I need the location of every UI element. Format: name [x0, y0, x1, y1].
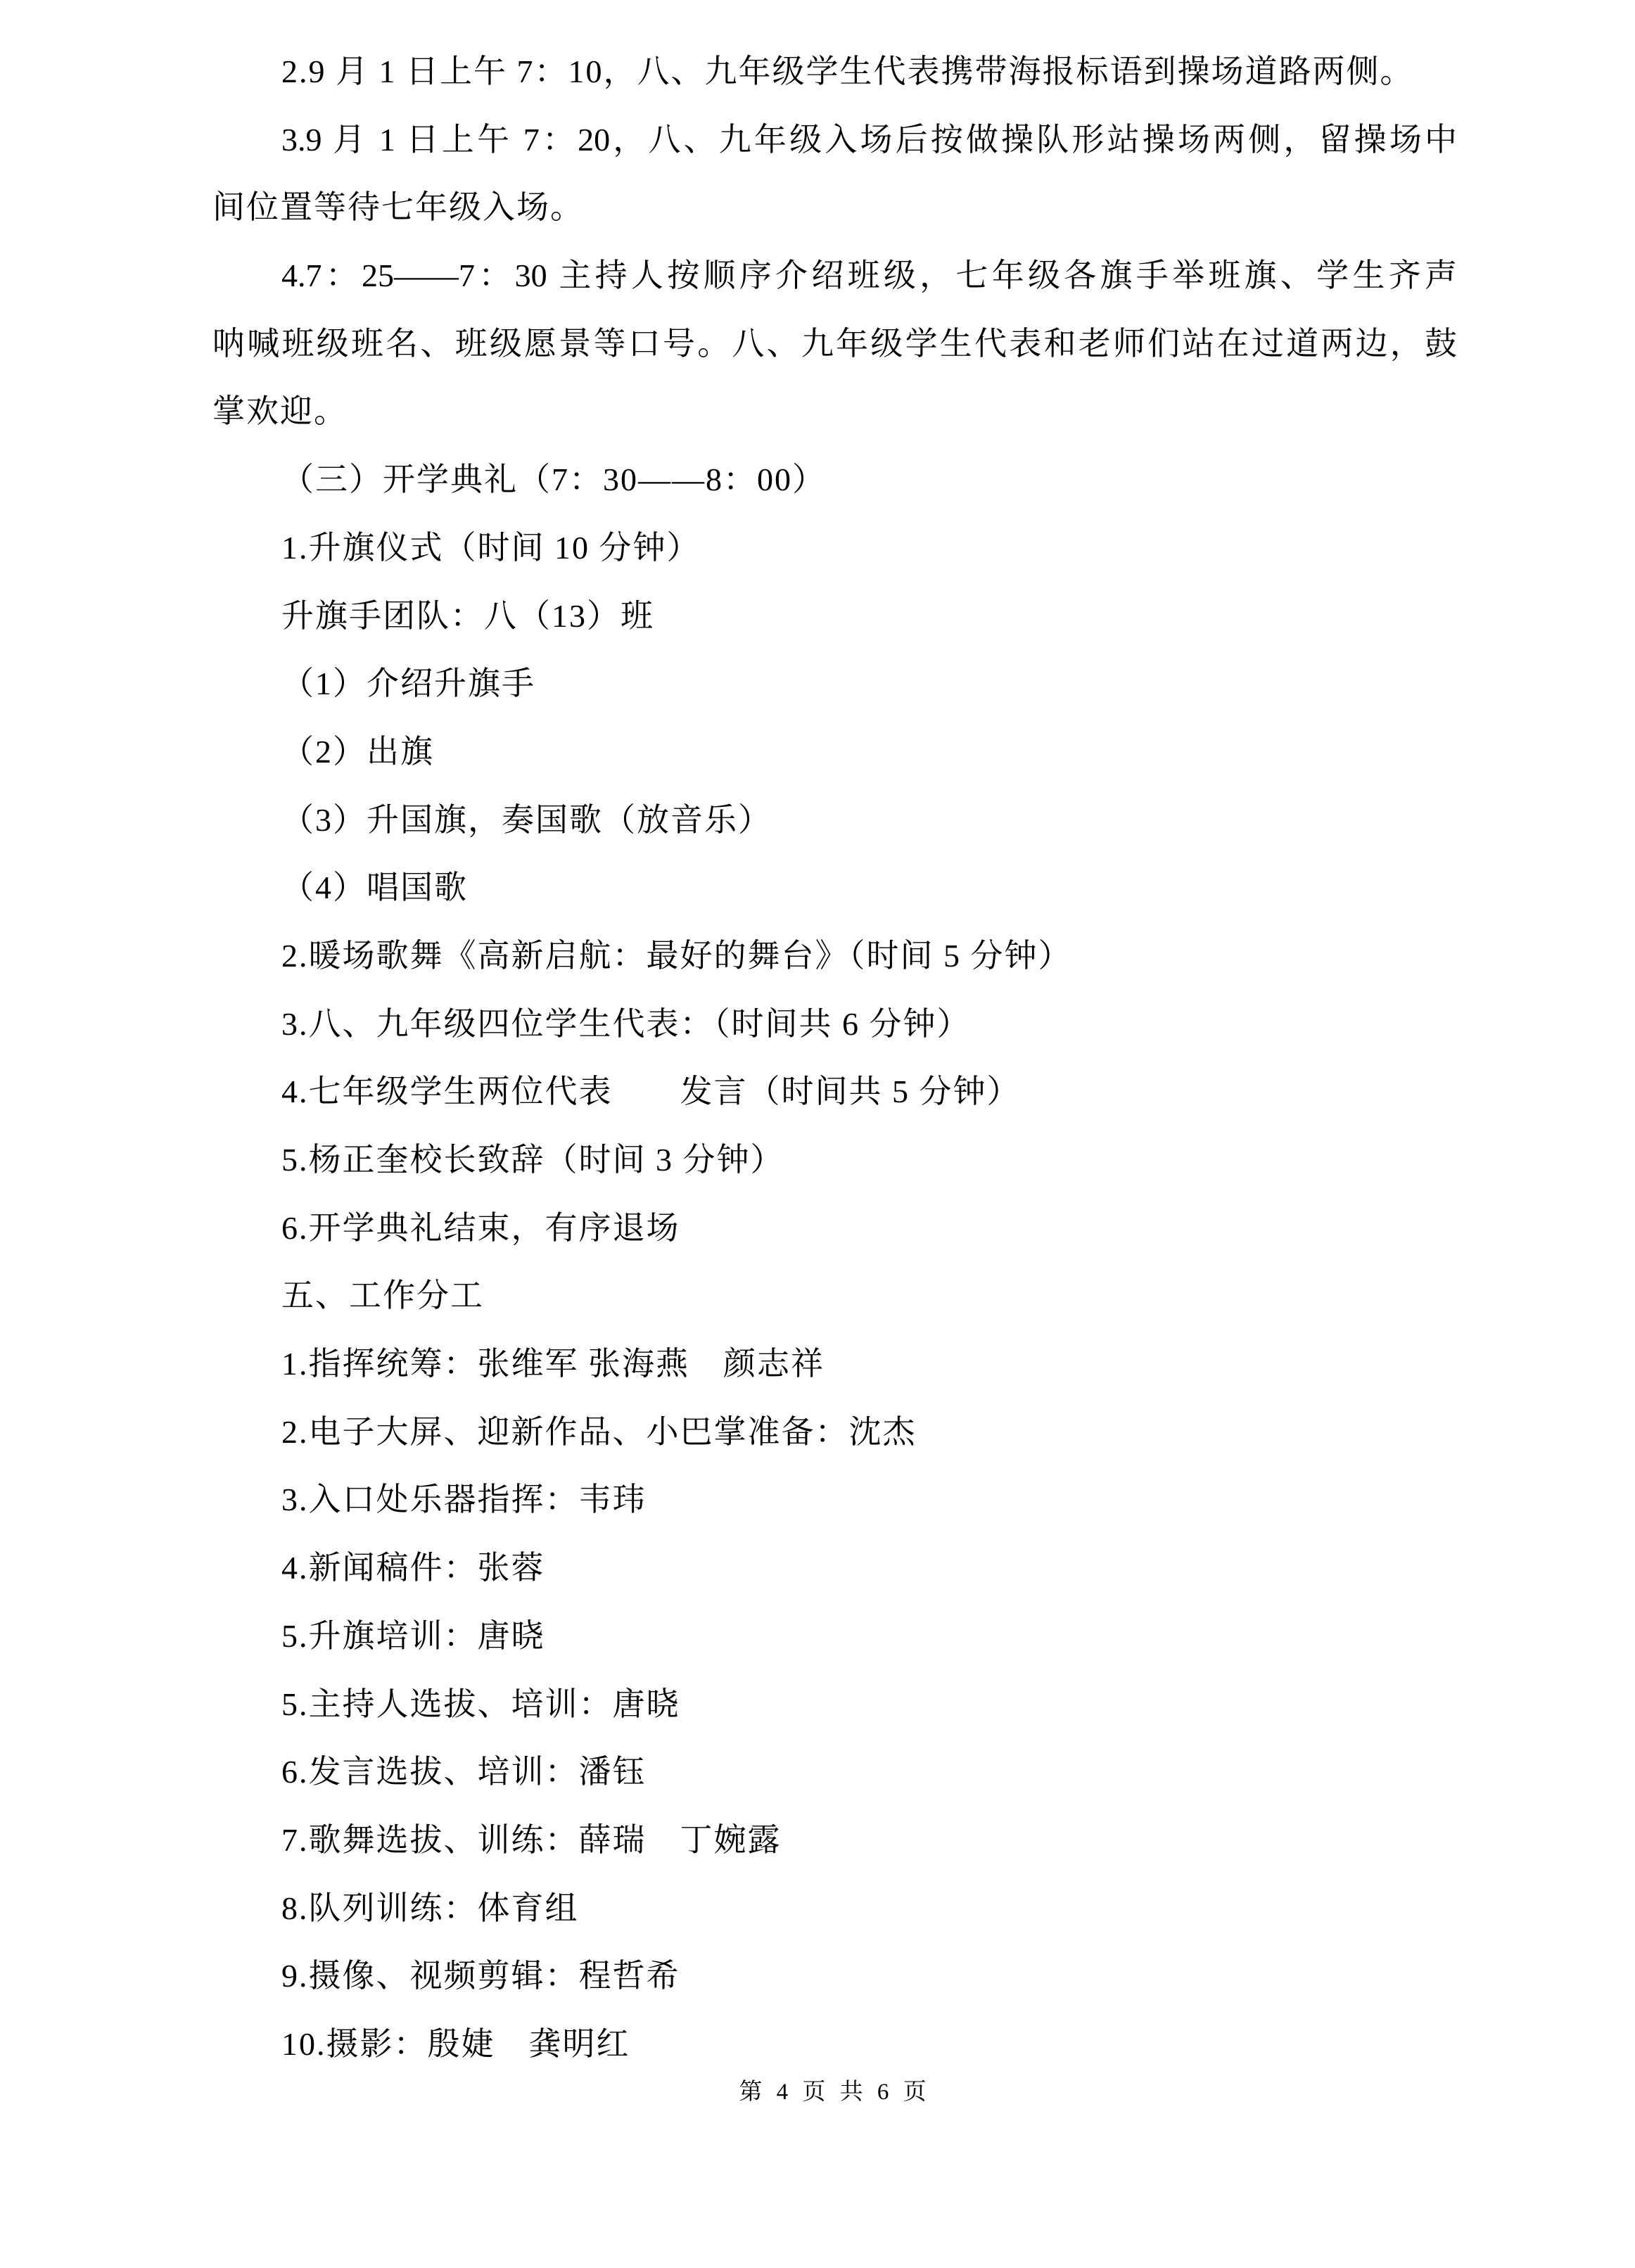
division-item: 4.新闻稿件：张蓉 — [281, 1550, 545, 1586]
division-item: 2.电子大屏、迎新作品、小巴掌准备：沈杰 — [281, 1413, 917, 1450]
ceremony-item: （1）介绍升旗手 — [281, 665, 535, 702]
ceremony-item: 3.八、九年级四位学生代表：（时间共 6 分钟） — [281, 1005, 971, 1042]
arrival-step-line: 掌欢迎。 — [212, 393, 348, 430]
ceremony-item: （4）唱国歌 — [281, 869, 468, 906]
page-footer: 第 4 页 共 6 页 — [739, 2079, 931, 2105]
arrival-step-line: 4.7：25——7：30 主持人按顺序介绍班级，七年级各旗手举班旗、学生齐声 — [281, 257, 1457, 294]
division-item: 6.发言选拔、培训：潘钰 — [281, 1754, 647, 1790]
ceremony-item: 6.开学典礼结束，有序退场 — [281, 1209, 680, 1246]
ceremony-item: 4.七年级学生两位代表 发言（时间共 5 分钟） — [281, 1074, 1021, 1110]
division-item: 3.入口处乐器指挥：韦玮 — [281, 1482, 647, 1518]
ceremony-item: （2）出旗 — [281, 733, 434, 770]
arrival-step-line: 2.9 月 1 日上午 7：10，八、九年级学生代表携带海报标语到操场道路两侧。 — [281, 53, 1414, 89]
division-item: 1.指挥统筹：张维军 张海燕 颜志祥 — [281, 1346, 825, 1382]
division-item: 5.主持人选拔、培训：唐晓 — [281, 1686, 680, 1722]
ceremony-heading: （三）开学典礼（7：30——8：00） — [281, 461, 826, 498]
ceremony-item: 2.暖场歌舞《高新启航：最好的舞台》（时间 5 分钟） — [281, 937, 1072, 974]
ceremony-item: 1.升旗仪式（时间 10 分钟） — [281, 529, 701, 566]
ceremony-item: （3）升国旗，奏国歌（放音乐） — [281, 801, 772, 838]
division-item: 7.歌舞选拔、训练：薛瑞 丁婉露 — [281, 1821, 782, 1858]
division-item: 5.升旗培训：唐晓 — [281, 1617, 545, 1654]
division-item: 10.摄影：殷婕 龚明红 — [281, 2025, 630, 2062]
arrival-step-line: 3.9 月 1 日上午 7：20，八、九年级入场后按做操队形站操场两侧，留操场中 — [281, 121, 1457, 158]
document-body — [212, 38, 1457, 2079]
division-item: 8.队列训练：体育组 — [281, 1890, 579, 1926]
arrival-step-line: 呐喊班级班名、班级愿景等口号。八、九年级学生代表和老师们站在过道两边，鼓 — [212, 325, 1457, 362]
division-item: 9.摄像、视频剪辑：程哲希 — [281, 1958, 680, 1994]
division-heading: 五、工作分工 — [281, 1278, 484, 1314]
arrival-step-line: 间位置等待七年级入场。 — [212, 189, 584, 226]
ceremony-item: 5.杨正奎校长致辞（时间 3 分钟） — [281, 1142, 784, 1178]
ceremony-item: 升旗手团队：八（13）班 — [281, 597, 654, 634]
